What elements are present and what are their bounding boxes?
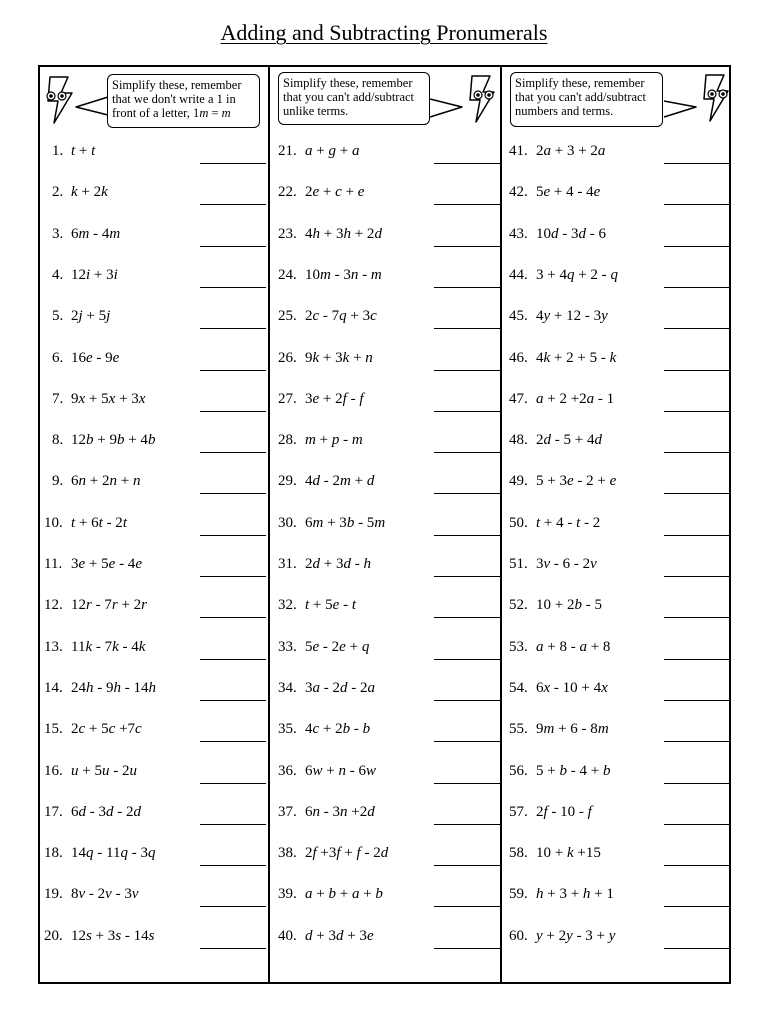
answer-line[interactable] bbox=[664, 576, 731, 577]
question-number: 51. bbox=[509, 556, 528, 572]
question-number: 58. bbox=[509, 845, 528, 862]
answer-line[interactable] bbox=[200, 287, 266, 288]
question-expression: 2d + 3d - h bbox=[305, 556, 371, 572]
answer-line[interactable] bbox=[664, 493, 731, 494]
answer-line[interactable] bbox=[200, 204, 266, 205]
question-expression: 2c + 5c +7c bbox=[71, 721, 142, 738]
question-item bbox=[40, 680, 268, 721]
question-expression: m + p - m bbox=[305, 432, 363, 449]
question-expression: 16e - 9e bbox=[71, 349, 120, 366]
answer-line[interactable] bbox=[664, 452, 731, 453]
question-item bbox=[502, 226, 731, 267]
question-expression: d + 3d + 3e bbox=[305, 927, 374, 944]
answer-line[interactable] bbox=[434, 948, 500, 949]
question-item bbox=[40, 639, 268, 680]
lightning-bolt-mascot-icon bbox=[42, 75, 78, 125]
question-item bbox=[270, 556, 502, 597]
question-number: 19. bbox=[44, 886, 63, 903]
question-expression: 9k + 3k + n bbox=[305, 349, 373, 366]
question-expression: 6w + n - 6w bbox=[305, 762, 376, 779]
question-number: 11. bbox=[44, 556, 63, 572]
question-item bbox=[40, 845, 268, 886]
question-number: 52. bbox=[509, 597, 528, 614]
question-item bbox=[270, 886, 502, 927]
answer-line[interactable] bbox=[200, 452, 266, 453]
question-item bbox=[270, 308, 502, 349]
question-expression: 9m + 6 - 8m bbox=[536, 721, 609, 738]
question-item bbox=[270, 639, 502, 680]
question-item bbox=[270, 184, 502, 225]
worksheet-title: Adding and Subtracting Pronumerals bbox=[220, 20, 548, 45]
question-number: 37. bbox=[278, 803, 297, 820]
question-number: 22. bbox=[278, 184, 297, 201]
question-number: 4. bbox=[52, 266, 64, 283]
answer-line[interactable] bbox=[434, 246, 500, 247]
question-number: 10. bbox=[44, 514, 63, 531]
answer-line[interactable] bbox=[664, 287, 731, 288]
question-item bbox=[40, 350, 268, 391]
question-expression: 12b + 9b + 4b bbox=[71, 432, 156, 449]
question-item bbox=[270, 804, 502, 845]
question-number: 2. bbox=[52, 184, 64, 201]
answer-line[interactable] bbox=[434, 617, 500, 618]
answer-line[interactable] bbox=[200, 783, 266, 784]
answer-line[interactable] bbox=[434, 906, 500, 907]
question-expression: 5 + b - 4 + b bbox=[536, 762, 611, 779]
question-item bbox=[40, 267, 268, 308]
question-item bbox=[40, 391, 268, 432]
answer-line[interactable] bbox=[434, 163, 500, 164]
question-item bbox=[40, 473, 268, 514]
question-number: 44. bbox=[509, 266, 528, 283]
question-number: 42. bbox=[509, 184, 528, 201]
question-number: 48. bbox=[509, 432, 528, 449]
question-expression: 10 + 2b - 5 bbox=[536, 597, 602, 614]
question-number: 15. bbox=[44, 721, 63, 738]
question-number: 33. bbox=[278, 638, 297, 655]
question-expression: 3e + 5e - 4e bbox=[71, 556, 142, 572]
answer-line[interactable] bbox=[434, 741, 500, 742]
question-expression: 6n + 2n + n bbox=[71, 473, 141, 490]
answer-line[interactable] bbox=[434, 328, 500, 329]
answer-line[interactable] bbox=[200, 659, 266, 660]
question-number: 56. bbox=[509, 762, 528, 779]
speech-bubble-tail bbox=[74, 95, 110, 119]
question-item bbox=[40, 308, 268, 349]
question-number: 25. bbox=[278, 308, 297, 325]
question-expression: 12r - 7r + 2r bbox=[71, 597, 147, 614]
answer-line[interactable] bbox=[664, 163, 731, 164]
answer-line[interactable] bbox=[200, 411, 266, 412]
answer-line[interactable] bbox=[434, 659, 500, 660]
answer-line[interactable] bbox=[434, 700, 500, 701]
question-number: 5. bbox=[52, 308, 64, 325]
question-item bbox=[502, 886, 731, 927]
hint-bubble-1: Simplify these, remember that we don't write a 1 in front of a letter, 1m = m bbox=[107, 74, 260, 128]
question-item bbox=[40, 763, 268, 804]
question-expression: 10 + k +15 bbox=[536, 845, 601, 862]
question-number: 27. bbox=[278, 390, 297, 407]
question-number: 18. bbox=[44, 845, 63, 862]
question-item bbox=[270, 928, 502, 969]
answer-line[interactable] bbox=[434, 411, 500, 412]
question-number: 17. bbox=[44, 803, 63, 820]
answer-line[interactable] bbox=[664, 700, 731, 701]
answer-line[interactable] bbox=[664, 204, 731, 205]
question-item bbox=[502, 143, 731, 184]
answer-line[interactable] bbox=[200, 328, 266, 329]
answer-line[interactable] bbox=[434, 493, 500, 494]
answer-line[interactable] bbox=[664, 865, 731, 866]
question-expression: t + t bbox=[71, 143, 96, 159]
question-item bbox=[40, 143, 268, 184]
question-number: 54. bbox=[509, 679, 528, 696]
question-expression: 10m - 3n - m bbox=[305, 266, 382, 283]
question-number: 46. bbox=[509, 349, 528, 366]
question-number: 40. bbox=[278, 927, 297, 944]
question-item bbox=[270, 391, 502, 432]
question-item bbox=[40, 515, 268, 556]
question-expression: 10d - 3d - 6 bbox=[536, 225, 606, 242]
answer-line[interactable] bbox=[200, 493, 266, 494]
lightning-bolt-mascot-icon bbox=[696, 73, 732, 123]
answer-line[interactable] bbox=[664, 948, 731, 949]
column-2 bbox=[268, 67, 502, 982]
question-number: 59. bbox=[509, 886, 528, 903]
answer-line[interactable] bbox=[664, 906, 731, 907]
question-item bbox=[270, 845, 502, 886]
question-item bbox=[502, 597, 731, 638]
question-expression: a + g + a bbox=[305, 143, 360, 159]
question-item bbox=[270, 680, 502, 721]
answer-line[interactable] bbox=[434, 535, 500, 536]
question-number: 43. bbox=[509, 225, 528, 242]
question-item bbox=[502, 184, 731, 225]
answer-line[interactable] bbox=[664, 659, 731, 660]
column-3 bbox=[500, 67, 731, 982]
answer-line[interactable] bbox=[434, 204, 500, 205]
question-number: 49. bbox=[509, 473, 528, 490]
question-number: 9. bbox=[52, 473, 64, 490]
question-item bbox=[40, 804, 268, 845]
question-item bbox=[502, 267, 731, 308]
question-item bbox=[40, 226, 268, 267]
question-number: 1. bbox=[52, 143, 64, 159]
answer-line[interactable] bbox=[200, 865, 266, 866]
question-item bbox=[40, 184, 268, 225]
question-expression: 4y + 12 - 3y bbox=[536, 308, 608, 325]
question-number: 26. bbox=[278, 349, 297, 366]
question-item bbox=[40, 597, 268, 638]
question-expression: t + 5e - t bbox=[305, 597, 356, 614]
answer-line[interactable] bbox=[664, 411, 731, 412]
question-expression: 2f +3f + f - 2d bbox=[305, 845, 389, 862]
question-item bbox=[270, 721, 502, 762]
question-number: 35. bbox=[278, 721, 297, 738]
question-number: 6. bbox=[52, 349, 64, 366]
question-expression: 6n - 3n +2d bbox=[305, 803, 375, 820]
question-item bbox=[502, 845, 731, 886]
question-item bbox=[270, 143, 502, 184]
question-item bbox=[40, 432, 268, 473]
question-item bbox=[270, 597, 502, 638]
question-expression: 2d - 5 + 4d bbox=[536, 432, 602, 449]
question-number: 30. bbox=[278, 514, 297, 531]
answer-line[interactable] bbox=[200, 246, 266, 247]
question-item bbox=[270, 267, 502, 308]
answer-line[interactable] bbox=[664, 246, 731, 247]
answer-line[interactable] bbox=[434, 452, 500, 453]
question-number: 8. bbox=[52, 432, 64, 449]
question-item bbox=[502, 721, 731, 762]
question-expression: 8v - 2v - 3v bbox=[71, 886, 139, 903]
worksheet-frame bbox=[38, 65, 731, 984]
speech-bubble-tail bbox=[662, 99, 698, 123]
question-expression: 2a + 3 + 2a bbox=[536, 143, 606, 159]
question-expression: 24h - 9h - 14h bbox=[71, 679, 156, 696]
question-item bbox=[270, 350, 502, 391]
answer-line[interactable] bbox=[200, 617, 266, 618]
question-number: 50. bbox=[509, 514, 528, 531]
question-item bbox=[502, 515, 731, 556]
answer-line[interactable] bbox=[664, 370, 731, 371]
question-expression: 9x + 5x + 3x bbox=[71, 390, 146, 407]
speech-bubble-tail bbox=[428, 97, 464, 121]
question-number: 20. bbox=[44, 927, 63, 944]
column-1 bbox=[40, 67, 268, 982]
question-item bbox=[502, 432, 731, 473]
question-number: 36. bbox=[278, 762, 297, 779]
question-item bbox=[40, 928, 268, 969]
question-number: 39. bbox=[278, 886, 297, 903]
question-expression: 3e + 2f - f bbox=[305, 390, 364, 407]
question-expression: 4k + 2 + 5 - k bbox=[536, 349, 617, 366]
question-expression: 5e + 4 - 4e bbox=[536, 184, 601, 201]
question-expression: y + 2y - 3 + y bbox=[536, 927, 616, 944]
answer-line[interactable] bbox=[434, 865, 500, 866]
answer-line[interactable] bbox=[200, 824, 266, 825]
hint-bubble-2: Simplify these, remember that you can't add/subtract unlike terms. bbox=[278, 72, 430, 125]
answer-line[interactable] bbox=[664, 617, 731, 618]
question-item bbox=[270, 432, 502, 473]
question-expression: 2c - 7q + 3c bbox=[305, 308, 377, 325]
question-expression: a + b + a + b bbox=[305, 886, 383, 903]
question-expression: 6m + 3b - 5m bbox=[305, 514, 386, 531]
question-item bbox=[270, 515, 502, 556]
question-expression: 3 + 4q + 2 - q bbox=[536, 266, 618, 283]
answer-line[interactable] bbox=[664, 741, 731, 742]
question-number: 13. bbox=[44, 638, 63, 655]
question-item bbox=[502, 391, 731, 432]
question-expression: k + 2k bbox=[71, 184, 108, 201]
question-expression: 2f - 10 - f bbox=[536, 803, 592, 820]
question-number: 29. bbox=[278, 473, 297, 490]
hint-bubble-3: Simplify these, remember that you can't add/subtract numbers and terms. bbox=[510, 72, 663, 127]
question-item bbox=[502, 680, 731, 721]
question-expression: a + 2 +2a - 1 bbox=[536, 390, 615, 407]
question-expression: 2e + c + e bbox=[305, 184, 365, 201]
question-expression: 5 + 3e - 2 + e bbox=[536, 473, 617, 490]
lightning-bolt-mascot-icon bbox=[462, 74, 498, 124]
question-number: 12. bbox=[44, 597, 63, 614]
question-expression: 11k - 7k - 4k bbox=[71, 638, 146, 655]
answer-line[interactable] bbox=[434, 576, 500, 577]
answer-line[interactable] bbox=[664, 824, 731, 825]
answer-line[interactable] bbox=[200, 948, 266, 949]
question-item bbox=[502, 928, 731, 969]
question-expression: 2j + 5j bbox=[71, 308, 111, 325]
question-expression: 4c + 2b - b bbox=[305, 721, 371, 738]
question-expression: 14q - 11q - 3q bbox=[71, 845, 156, 862]
question-expression: t + 4 - t - 2 bbox=[536, 514, 601, 531]
question-number: 45. bbox=[509, 308, 528, 325]
question-expression: a + 8 - a + 8 bbox=[536, 638, 611, 655]
question-number: 7. bbox=[52, 390, 64, 407]
question-expression: 5e - 2e + q bbox=[305, 638, 370, 655]
answer-line[interactable] bbox=[434, 287, 500, 288]
question-expression: 4h + 3h + 2d bbox=[305, 225, 382, 242]
question-number: 38. bbox=[278, 845, 297, 862]
question-item bbox=[502, 804, 731, 845]
question-item bbox=[40, 556, 268, 597]
question-expression: 6m - 4m bbox=[71, 225, 121, 242]
answer-line[interactable] bbox=[664, 783, 731, 784]
question-number: 34. bbox=[278, 679, 297, 696]
answer-line[interactable] bbox=[434, 370, 500, 371]
question-number: 21. bbox=[278, 143, 297, 159]
question-number: 23. bbox=[278, 225, 297, 242]
question-number: 16. bbox=[44, 762, 63, 779]
question-number: 28. bbox=[278, 432, 297, 449]
question-number: 53. bbox=[509, 638, 528, 655]
question-item bbox=[270, 763, 502, 804]
question-number: 31. bbox=[278, 556, 297, 572]
question-item bbox=[502, 308, 731, 349]
question-item bbox=[502, 763, 731, 804]
question-number: 14. bbox=[44, 679, 63, 696]
question-item bbox=[502, 556, 731, 597]
question-number: 60. bbox=[509, 927, 528, 944]
question-number: 47. bbox=[509, 390, 528, 407]
question-expression: 3a - 2d - 2a bbox=[305, 679, 375, 696]
question-number: 41. bbox=[509, 143, 528, 159]
question-item bbox=[40, 721, 268, 762]
question-number: 55. bbox=[509, 721, 528, 738]
answer-line[interactable] bbox=[200, 741, 266, 742]
answer-line[interactable] bbox=[200, 535, 266, 536]
question-expression: 12i + 3i bbox=[71, 266, 118, 283]
answer-line[interactable] bbox=[200, 700, 266, 701]
question-item bbox=[502, 639, 731, 680]
question-number: 24. bbox=[278, 266, 297, 283]
answer-line[interactable] bbox=[200, 906, 266, 907]
answer-line[interactable] bbox=[200, 576, 266, 577]
answer-line[interactable] bbox=[200, 370, 266, 371]
answer-line[interactable] bbox=[434, 824, 500, 825]
answer-line[interactable] bbox=[434, 783, 500, 784]
question-expression: 4d - 2m + d bbox=[305, 473, 375, 490]
question-expression: t + 6t - 2t bbox=[71, 514, 127, 531]
question-expression: 3v - 6 - 2v bbox=[536, 556, 597, 572]
question-number: 32. bbox=[278, 597, 297, 614]
question-expression: u + 5u - 2u bbox=[71, 762, 137, 779]
answer-line[interactable] bbox=[200, 163, 266, 164]
question-expression: 6x - 10 + 4x bbox=[536, 679, 608, 696]
question-item bbox=[270, 226, 502, 267]
question-item bbox=[502, 473, 731, 514]
question-number: 57. bbox=[509, 803, 528, 820]
question-item bbox=[270, 473, 502, 514]
question-expression: 12s + 3s - 14s bbox=[71, 927, 155, 944]
question-item bbox=[502, 350, 731, 391]
question-number: 3. bbox=[52, 225, 64, 242]
question-expression: 6d - 3d - 2d bbox=[71, 803, 141, 820]
question-expression: h + 3 + h + 1 bbox=[536, 886, 614, 903]
answer-line[interactable] bbox=[664, 328, 731, 329]
answer-line[interactable] bbox=[664, 535, 731, 536]
question-item bbox=[40, 886, 268, 927]
